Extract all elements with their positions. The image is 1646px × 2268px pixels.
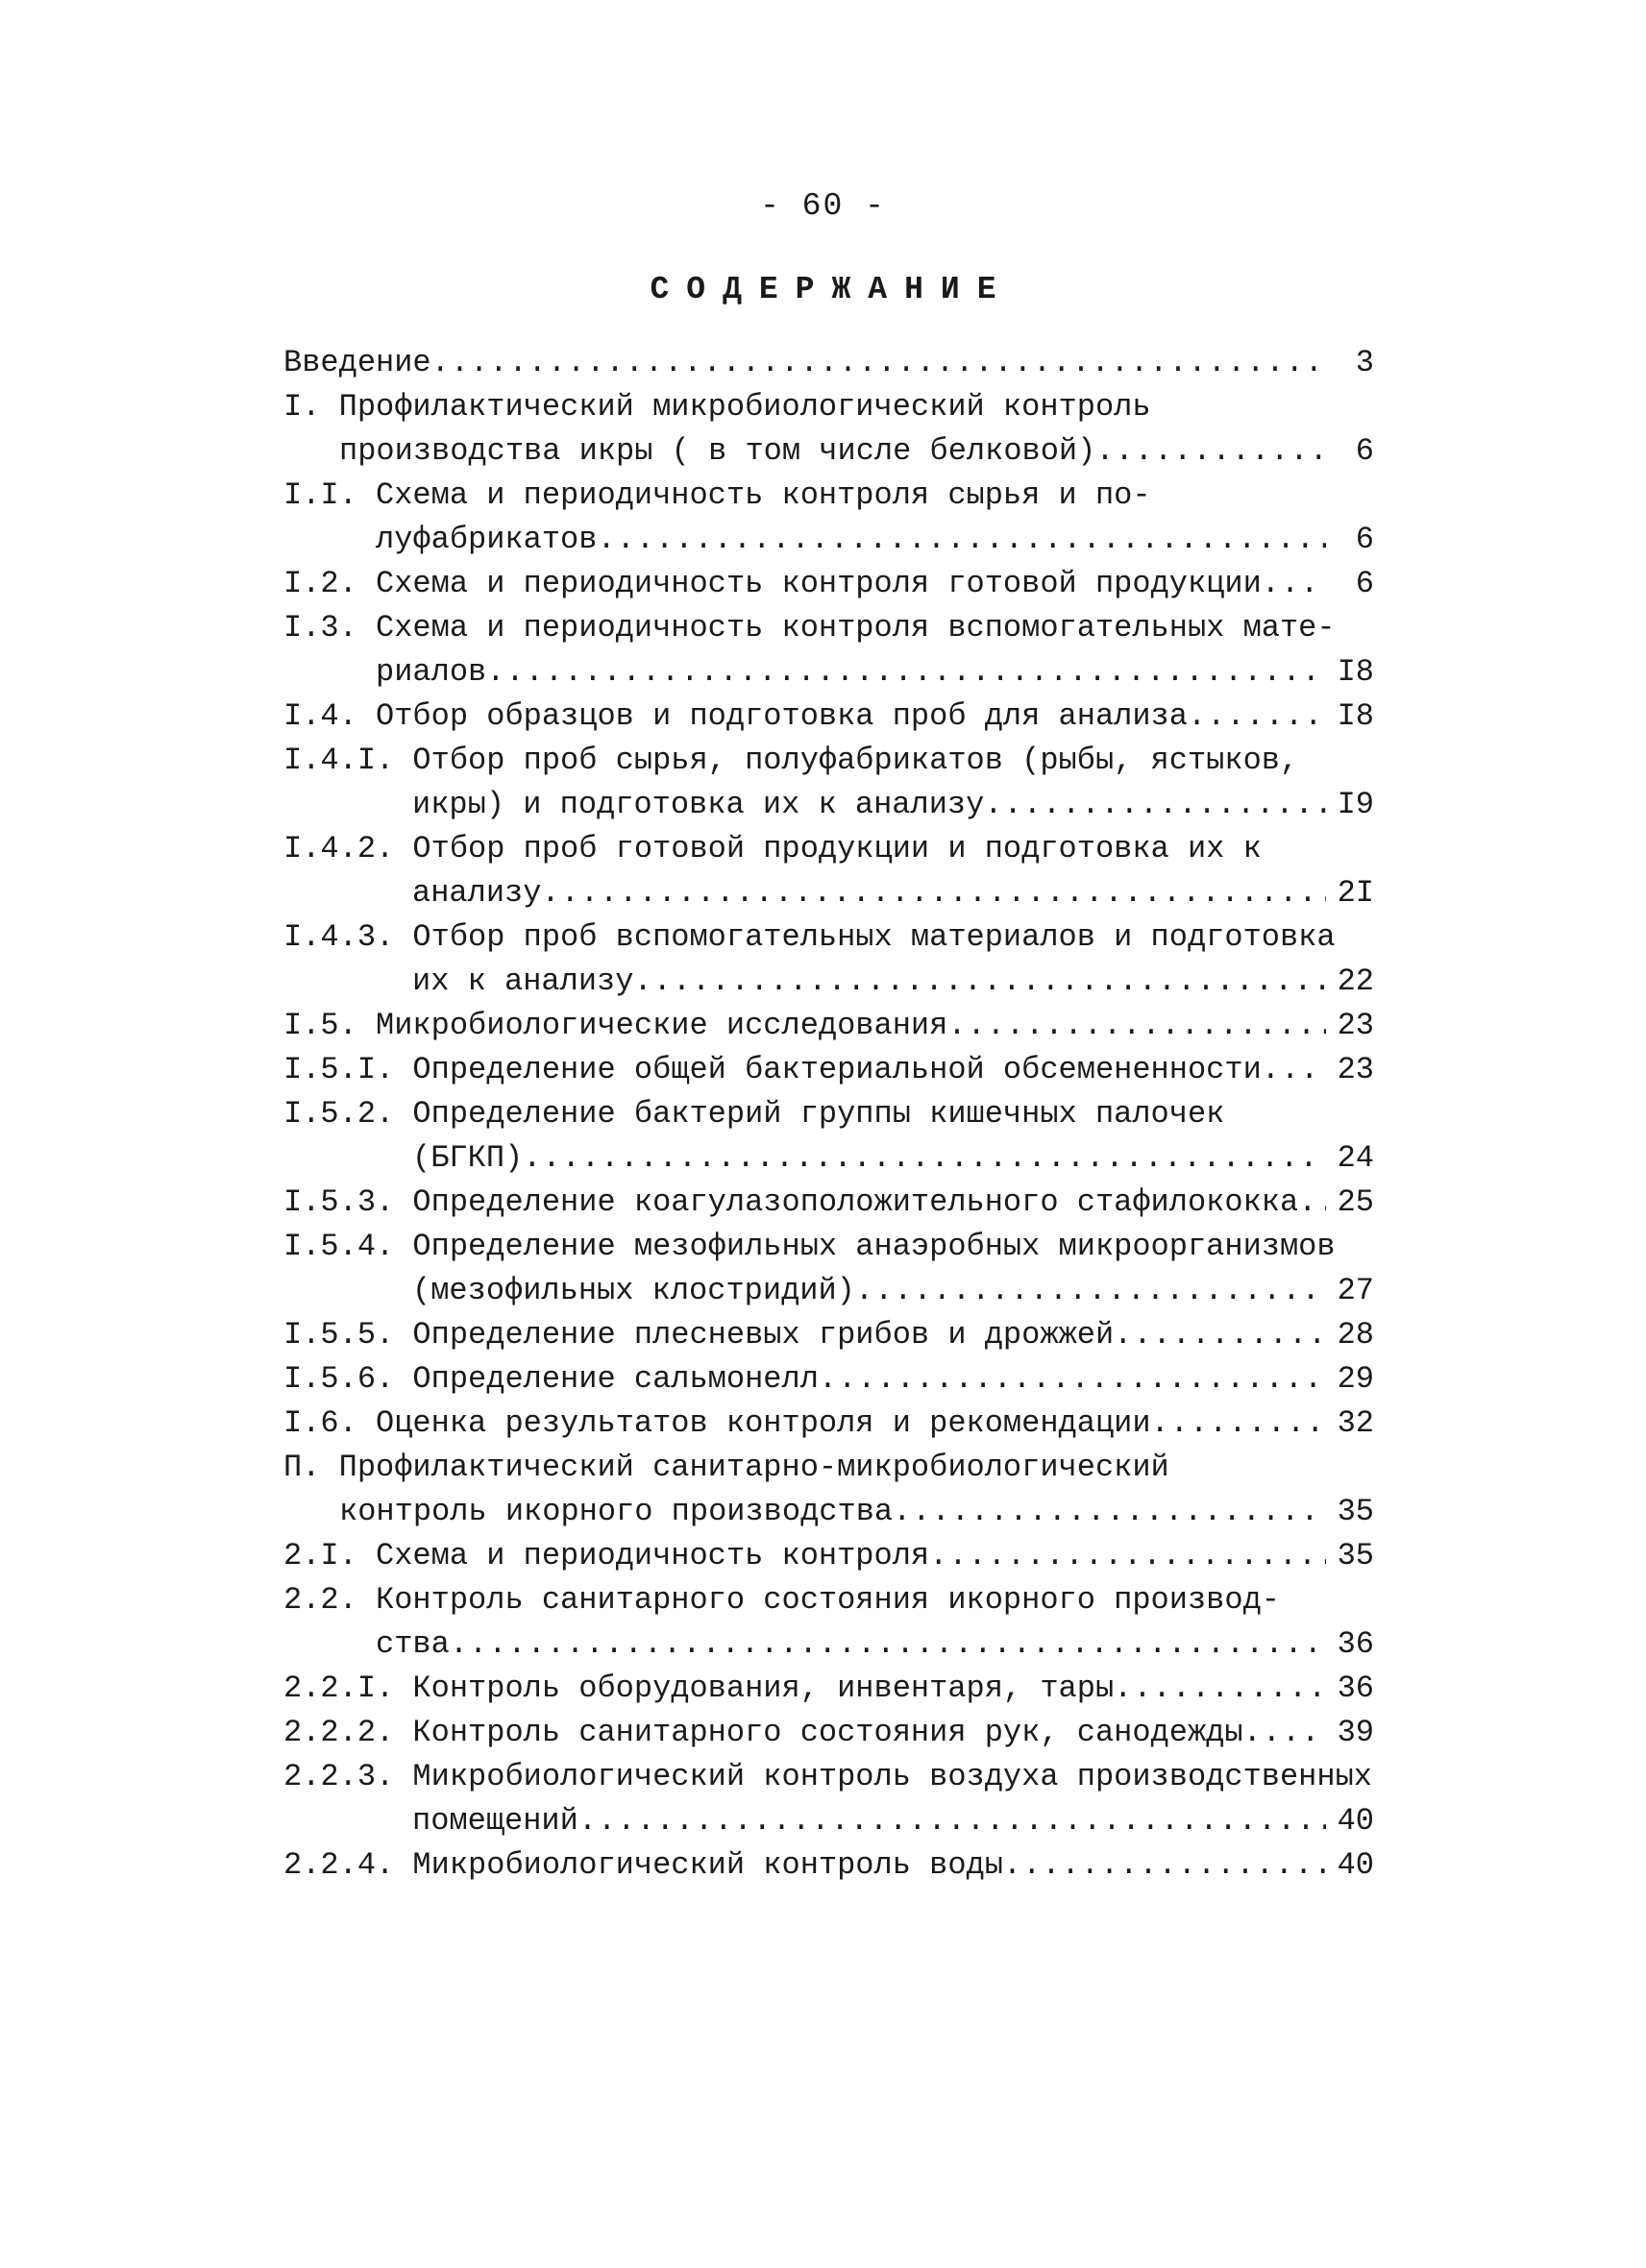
page-number: - 60 - xyxy=(760,188,886,224)
toc-entry-2-2-1 xyxy=(283,1667,1374,1711)
toc-entry-1-4-1-cont xyxy=(283,783,1374,827)
toc-entry-text: I. Профилактический микробиологический контроль xyxy=(283,389,1151,425)
toc-entry-text: 2.2.2. Контроль санитарного состояния рук, санодежды xyxy=(283,1715,1243,1750)
toc-leader-dots xyxy=(1114,1667,1326,1711)
toc-entry-2-2-3-cont xyxy=(283,1799,1374,1843)
toc-entry-introduction xyxy=(283,341,1374,385)
toc-entry-text: I.5.3. Определение коагулазоположительного стафилококка xyxy=(283,1184,1299,1220)
toc-page-number: 40 xyxy=(1337,1803,1374,1839)
toc-entry-2-2-2 xyxy=(283,1711,1374,1755)
toc-entry-text: I.5.5. Определение плесневых грибов и дрожжей xyxy=(283,1317,1115,1353)
toc-entry-2-2-cont xyxy=(283,1622,1374,1667)
toc-entry-text: их к анализу xyxy=(412,963,634,999)
toc-entry-text: 2.2.3. Микробиологический контроль воздуха производственных xyxy=(283,1759,1372,1794)
toc-entry-2-1 xyxy=(283,1534,1374,1578)
toc-page-number: I8 xyxy=(1337,698,1374,734)
toc-entry-1-5-2 xyxy=(283,1092,1374,1136)
toc-entry-1-4-1 xyxy=(283,739,1374,783)
toc-page-number: 22 xyxy=(1337,963,1374,999)
toc-entry-1-5-4 xyxy=(283,1225,1374,1269)
toc-leader-dots xyxy=(1095,429,1326,474)
toc-leader-dots xyxy=(984,783,1326,827)
toc-entry-1-1 xyxy=(283,474,1374,518)
toc-entry-text: I.4.3. Отбор проб вспомогательных материалов и подготовка xyxy=(283,919,1336,955)
toc-entry-text: I.3. Схема и периодичность контроля вспомогательных мате- xyxy=(283,610,1336,646)
toc-page-number: 29 xyxy=(1337,1361,1374,1397)
toc-page-number: 2I xyxy=(1337,875,1374,911)
toc-page-number: I8 xyxy=(1337,654,1374,690)
toc-leader-dots xyxy=(1114,1313,1326,1357)
toc-entry-1-2 xyxy=(283,562,1374,606)
toc-leader-dots xyxy=(633,960,1326,1004)
toc-entry-text: I.5.I. Определение общей бактериальной обсемененности xyxy=(283,1052,1262,1087)
toc-leader-dots xyxy=(893,1490,1326,1534)
toc-entry-text: I.6. Оценка результатов контроля и рекомендации xyxy=(283,1405,1151,1441)
toc-page-number: 6 xyxy=(1355,566,1374,601)
toc-leader-dots xyxy=(1003,1843,1326,1888)
toc-entry-text: П. Профилактический санитарно-микробиологический xyxy=(283,1450,1169,1485)
toc-page-number: 23 xyxy=(1337,1052,1374,1087)
toc-leader-dots xyxy=(1262,562,1326,606)
toc-page-number: 35 xyxy=(1337,1538,1374,1573)
toc-leader-dots xyxy=(486,650,1326,695)
toc-page-number: 27 xyxy=(1337,1273,1374,1308)
toc-entry-1-5-6 xyxy=(283,1357,1374,1402)
toc-entry-text: I.I. Схема и периодичность контроля сырья и по- xyxy=(283,477,1151,513)
toc-page-number: 6 xyxy=(1355,433,1374,469)
toc-entry-text: (БГКП) xyxy=(412,1140,524,1176)
toc-entry-1-5-5 xyxy=(283,1313,1374,1357)
toc-entry-text: ства xyxy=(376,1626,450,1662)
toc-page-number: 24 xyxy=(1337,1140,1374,1176)
toc-page-number: 23 xyxy=(1337,1008,1374,1043)
toc-entry-text: I.5. Микробиологические исследования xyxy=(283,1008,948,1043)
toc-entry-text: производства икры ( в том числе белковой) xyxy=(339,433,1096,469)
toc-entry-1-5-3 xyxy=(283,1181,1374,1225)
toc-leader-dots xyxy=(1151,1402,1326,1446)
toc-entry-1-3 xyxy=(283,606,1374,650)
toc-entry-1-4 xyxy=(283,695,1374,739)
toc-entry-1-4-2 xyxy=(283,827,1374,871)
toc-leader-dots xyxy=(523,1136,1326,1181)
toc-entry-text: помещений xyxy=(412,1803,578,1839)
toc-entry-text: 2.2.4. Микробиологический контроль воды xyxy=(283,1847,1003,1883)
toc-entry-text: риалов xyxy=(376,654,487,690)
toc-page-number: 28 xyxy=(1337,1317,1374,1353)
toc-entry-text: луфабрикатов xyxy=(376,522,598,557)
toc-entry-1-6 xyxy=(283,1402,1374,1446)
toc-entry-text: I.4.2. Отбор проб готовой продукции и подготовка их к xyxy=(283,831,1262,866)
toc-entry-section-2-cont xyxy=(283,1490,1374,1534)
toc-entry-1-4-3-cont xyxy=(283,960,1374,1004)
toc-leader-dots xyxy=(597,518,1326,562)
toc-entry-text: Введение xyxy=(283,345,431,380)
toc-leader-dots xyxy=(1262,1048,1326,1092)
toc-entry-text: 2.2.I. Контроль оборудования, инвентаря, тары xyxy=(283,1671,1115,1706)
toc-entry-1-1-cont xyxy=(283,518,1374,562)
toc-leader-dots xyxy=(929,1534,1326,1578)
toc-entry-text: I.4. Отбор образцов и подготовка проб для анализа xyxy=(283,698,1188,734)
toc-entry-text: (мезофильных клостридий) xyxy=(412,1273,855,1308)
toc-leader-dots xyxy=(578,1799,1326,1843)
toc-leader-dots xyxy=(541,871,1326,915)
toc-leader-dots xyxy=(855,1269,1326,1313)
toc-page-number: 25 xyxy=(1337,1184,1374,1220)
toc-entry-1-5 xyxy=(283,1004,1374,1048)
toc-page-number: 6 xyxy=(1355,522,1374,557)
toc-leader-dots xyxy=(819,1357,1326,1402)
toc-entry-1-5-2-cont xyxy=(283,1136,1374,1181)
toc-entry-section-1-cont xyxy=(283,429,1374,474)
toc-entry-text: I.5.6. Определение сальмонелл xyxy=(283,1361,819,1397)
toc-page-number: 36 xyxy=(1337,1626,1374,1662)
toc-leader-dots xyxy=(1188,695,1326,739)
toc-entry-1-5-4-cont xyxy=(283,1269,1374,1313)
toc-page-number: I9 xyxy=(1337,787,1374,822)
toc-leader-dots xyxy=(1243,1711,1326,1755)
toc-leader-dots xyxy=(450,1622,1326,1667)
page-title: СОДЕРЖАНИЕ xyxy=(650,272,1014,307)
toc-entry-2-2-4 xyxy=(283,1843,1374,1888)
toc-page-number: 36 xyxy=(1337,1671,1374,1706)
toc-leader-dots xyxy=(431,341,1326,385)
toc-page-number: 39 xyxy=(1337,1715,1374,1750)
toc-page-number: 32 xyxy=(1337,1405,1374,1441)
toc-leader-dots xyxy=(1298,1181,1326,1225)
toc-entry-text: I.4.I. Отбор проб сырья, полуфабрикатов (рыбы, ястыков, xyxy=(283,743,1299,778)
toc-entry-2-2-3 xyxy=(283,1755,1374,1799)
toc-entry-1-3-cont xyxy=(283,650,1374,695)
toc-entry-text: 2.2. Контроль санитарного состояния икорного производ- xyxy=(283,1582,1280,1618)
toc-page-number: 40 xyxy=(1337,1847,1374,1883)
table-of-contents xyxy=(283,341,1374,1888)
toc-entry-section-2 xyxy=(283,1446,1374,1490)
toc-entry-text: I.5.4. Определение мезофильных анаэробных микроорганизмов xyxy=(283,1229,1336,1264)
toc-entry-section-1 xyxy=(283,385,1374,429)
toc-page-number: 35 xyxy=(1337,1494,1374,1529)
toc-page-number: 3 xyxy=(1355,345,1374,380)
toc-entry-text: I.2. Схема и периодичность контроля готовой продукции xyxy=(283,566,1262,601)
toc-entry-text: контроль икорного производства xyxy=(339,1494,894,1529)
toc-entry-text: икры) и подготовка их к анализу xyxy=(412,787,985,822)
toc-entry-text: I.5.2. Определение бактерий группы кишечных палочек xyxy=(283,1096,1225,1132)
toc-entry-1-4-3 xyxy=(283,915,1374,960)
toc-leader-dots xyxy=(947,1004,1326,1048)
toc-entry-text: 2.I. Схема и периодичность контроля xyxy=(283,1538,930,1573)
toc-entry-2-2 xyxy=(283,1578,1374,1622)
toc-entry-1-5-1 xyxy=(283,1048,1374,1092)
toc-entry-text: анализу xyxy=(412,875,542,911)
toc-entry-1-4-2-cont xyxy=(283,871,1374,915)
